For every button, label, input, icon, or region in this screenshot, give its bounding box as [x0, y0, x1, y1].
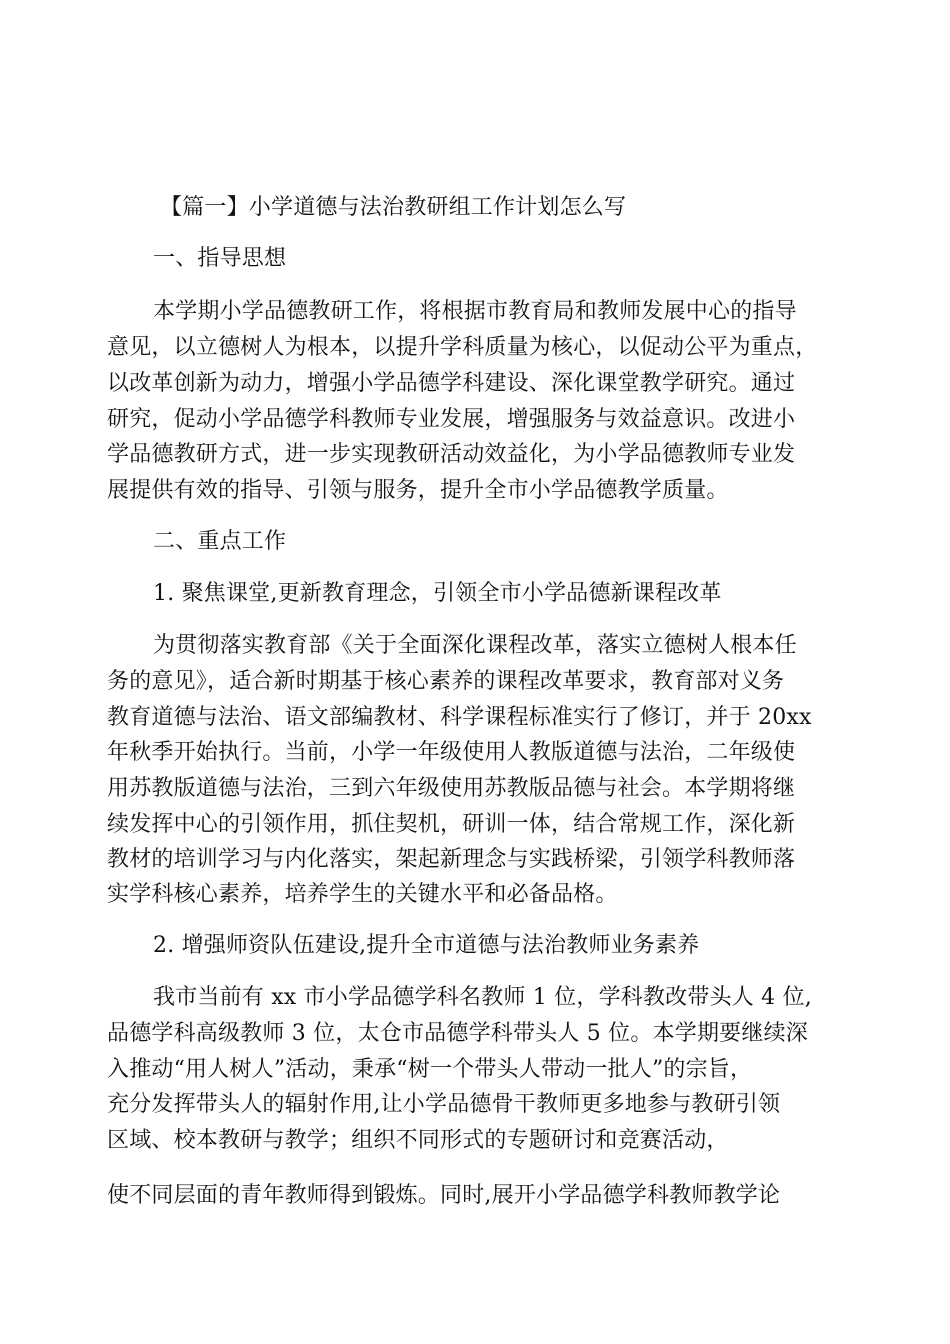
paragraph-line: 入推动“用人树人”活动，秉承“树一个带头人带动一批人”的宗旨，: [107, 1057, 753, 1082]
paragraph-line: 用苏教版道德与法治，三到六年级使用苏教版品德与社会。本学期将继: [107, 776, 796, 801]
section-heading-key-work: 二、重点工作: [153, 529, 287, 554]
paragraph-line: 教材的培训学习与内化落实，架起新理念与实践桥梁，引领学科教师落: [107, 847, 796, 872]
paragraph-line: 年秋季开始执行。当前，小学一年级使用人教版道德与法治，二年级使: [107, 740, 796, 765]
paragraph-line: 续发挥中心的引领作用，抓住契机，研训一体，结合常规工作，深化新: [107, 812, 796, 837]
paragraph-line: 展提供有效的指导、引领与服务，提升全市小学品德教学质量。: [107, 478, 729, 503]
paragraph-line: 充分发挥带头人的辐射作用,让小学品德骨干教师更多地参与教研引领: [107, 1092, 781, 1117]
paragraph-line: 学品德教研方式，进一步实现教研活动效益化，为小学品德教师专业发: [107, 442, 796, 467]
document-title: 【篇一】小学道德与法治教研组工作计划怎么写: [160, 195, 627, 220]
paragraph-line: 研究，促动小学品德学科教师专业发展，增强服务与效益意识。改进小: [107, 407, 796, 432]
paragraph-line: 意见，以立德树人为根本，以提升学科质量为核心，以促动公平为重点，: [107, 335, 818, 360]
paragraph-line: 教育道德与法治、语文部编教材、科学课程标准实行了修订，并于 20xx: [107, 705, 812, 730]
paragraph-line: 品德学科高级教师 3 位，太仓市品德学科带头人 5 位。本学期要继续深: [107, 1021, 808, 1046]
paragraph-line: 以改革创新为动力，增强小学品德学科建设、深化课堂教学研究。通过: [107, 371, 796, 396]
paragraph-line: 实学科核心素养，培养学生的关键水平和必备品格。: [107, 882, 618, 907]
item-heading-1: 1. 聚焦课堂,更新教育理念，引领全市小学品德新课程改革: [153, 581, 722, 606]
paragraph-line: 区域、校本教研与教学；组织不同形式的专题研讨和竞赛活动，: [107, 1128, 729, 1153]
paragraph-line: 我市当前有 xx 市小学品德学科名教师 1 位，学科教改带头人 4 位,: [153, 985, 812, 1010]
section-heading-guiding-ideology: 一、指导思想: [153, 246, 287, 271]
paragraph-line: 为贯彻落实教育部《关于全面深化课程改革，落实立德树人根本任: [153, 633, 797, 658]
paragraph-line: 使不同层面的青年教师得到锻炼。同时,展开小学品德学科教师教学论: [107, 1183, 781, 1208]
paragraph-line: 务的意见》，适合新时期基于核心素养的课程改革要求，教育部对义务: [107, 669, 785, 694]
item-heading-2: 2. 增强师资队伍建设,提升全市道德与法治教师业务素养: [153, 933, 700, 958]
paragraph-line: 本学期小学品德教研工作，将根据市教育局和教师发展中心的指导: [153, 299, 797, 324]
